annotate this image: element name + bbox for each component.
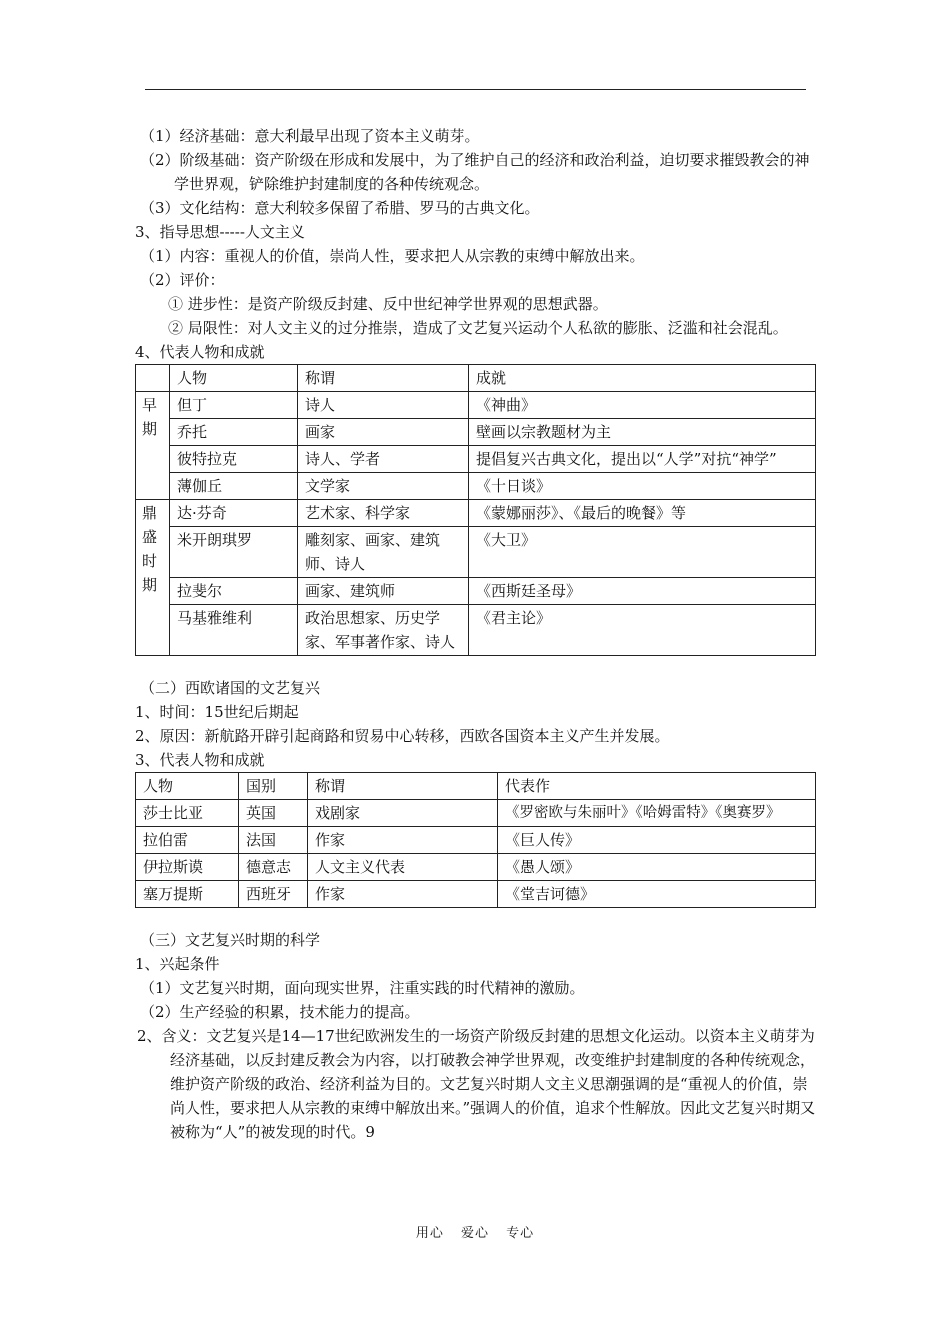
section-heading: 4、代表人物和成就 [135, 343, 265, 361]
paragraph: 1、兴起条件 [135, 955, 220, 973]
table-cell: 米开朗琪罗 [170, 527, 298, 578]
table-header-cell: 成就 [469, 365, 816, 392]
table-cell [136, 365, 170, 392]
paragraph: （2）生产经验的积累，技术能力的提高。 [140, 1003, 420, 1021]
table-cell: 壁画以宗教题材为主 [469, 419, 816, 446]
table-row [136, 605, 816, 656]
table-cell: 《君主论》 [469, 605, 816, 656]
paragraph: （2）评价： [140, 271, 225, 289]
section-heading: （二）西欧诸国的文艺复兴 [140, 679, 321, 697]
table-row [136, 419, 816, 446]
table-cell: 《巨人传》 [498, 827, 816, 854]
table-row [136, 446, 816, 473]
table-header-cell: 国别 [239, 773, 308, 800]
table-cell: 文学家 [298, 473, 469, 500]
table-cell: 《罗密欧与朱丽叶》《哈姆雷特》《奥赛罗》 [498, 800, 816, 827]
table-cell: 《十日谈》 [469, 473, 816, 500]
table-cell: 《愚人颂》 [498, 854, 816, 881]
table-row [136, 392, 816, 419]
table-cell: 《西斯廷圣母》 [469, 578, 816, 605]
paragraph: ② 局限性：对人文主义的过分推崇，造成了文艺复兴运动个人私欲的膨胀、泛滥和社会混乱。 [168, 319, 788, 337]
table-cell: 但丁 [170, 392, 298, 419]
table-cell: 法国 [239, 827, 308, 854]
page-footer [0, 1222, 950, 1241]
table-cell: 人文主义代表 [308, 854, 498, 881]
table-row [136, 527, 816, 578]
table-cell: 拉伯雷 [136, 827, 239, 854]
table-cell: 《神曲》 [469, 392, 816, 419]
paragraph: 3、代表人物和成就 [135, 751, 265, 769]
table-header-cell: 代表作 [498, 773, 816, 800]
table-cell: 作家 [308, 881, 498, 908]
spacer [135, 914, 820, 928]
table-cell: 雕刻家、画家、建筑师、诗人 [298, 527, 469, 578]
table-row [136, 827, 816, 854]
table-row [136, 854, 816, 881]
table-row [136, 881, 816, 908]
paragraph: （1）经济基础：意大利最早出现了资本主义萌芽。 [140, 127, 480, 145]
document-body [135, 124, 820, 1144]
paragraph: （1）内容：重视人的价值，崇尚人性，要求把人从宗教的束缚中解放出来。 [140, 247, 645, 265]
table-cell: 塞万提斯 [136, 881, 239, 908]
paragraph: 2、含义：文艺复兴是14—17世纪欧洲发生的一场资产阶级反封建的思想文化运动。以资本主义萌芽为经济基础，以反封建反教会为内容，以打破教会神学世界观，改变维护封建制度的各种传统观念，维护资产阶级的政治、经济利益为目的。文艺复兴时期人文主义思潮强调的是“重视人的价值，崇尚人性，要求把人从宗教的束缚中解放出来。”强调人的价值，追求个性解放。因此文艺复兴时期又被称为“人”的被发现的时代。9 [137, 1027, 816, 1141]
table-cell: 达·芬奇 [170, 500, 298, 527]
paragraph: （3）文化结构：意大利较多保留了希腊、罗马的古典文化。 [140, 199, 540, 217]
table-cell: 画家、建筑师 [298, 578, 469, 605]
table-cell: 乔托 [170, 419, 298, 446]
period-cell: 早期 [136, 392, 170, 500]
table-cell: 伊拉斯谟 [136, 854, 239, 881]
table-cell: 政治思想家、历史学家、军事著作家、诗人 [298, 605, 469, 656]
table-cell: 《蒙娜丽莎》、《最后的晚餐》等 [469, 500, 816, 527]
table-cell: 拉斐尔 [170, 578, 298, 605]
table-western-figures [135, 772, 816, 908]
table-cell: 薄伽丘 [170, 473, 298, 500]
table-cell: 莎士比亚 [136, 800, 239, 827]
table-row [136, 473, 816, 500]
footer-text: 用心 [415, 1226, 444, 1241]
table-cell: 《堂吉诃德》 [498, 881, 816, 908]
table-header-cell: 人物 [136, 773, 239, 800]
table-cell: 马基雅维利 [170, 605, 298, 656]
footer-text: 专心 [506, 1226, 535, 1241]
table-row [136, 800, 816, 827]
paragraph: ① 进步性：是资产阶级反封建、反中世纪神学世界观的思想武器。 [168, 295, 608, 313]
paragraph: 2、原因：新航路开辟引起商路和贸易中心转移，西欧各国资本主义产生并发展。 [135, 727, 670, 745]
paragraph: （1）文艺复兴时期，面向现实世界，注重实践的时代精神的激励。 [140, 979, 585, 997]
table-cell: 画家 [298, 419, 469, 446]
table-header-cell: 称谓 [308, 773, 498, 800]
section-heading: 3、指导思想-----人文主义 [135, 223, 305, 241]
table-header-cell: 人物 [170, 365, 298, 392]
table-cell: 英国 [239, 800, 308, 827]
table-header-row [136, 365, 816, 392]
table-row [136, 500, 816, 527]
section-heading: （三）文艺复兴时期的科学 [140, 931, 321, 949]
table-cell: 诗人 [298, 392, 469, 419]
table-cell: 提倡复兴古典文化，提出以“人学”对抗“神学” [469, 446, 816, 473]
period-cell: 鼎盛时期 [136, 500, 170, 656]
table-cell: 《大卫》 [469, 527, 816, 578]
table-cell: 艺术家、科学家 [298, 500, 469, 527]
table-cell: 彼特拉克 [170, 446, 298, 473]
table-italian-figures [135, 364, 816, 656]
spacer [135, 662, 820, 676]
table-header-cell: 称谓 [298, 365, 469, 392]
paragraph: （2）阶级基础：资产阶级在形成和发展中，为了维护自己的经济和政治利益，迫切要求摧毁教会的神学世界观，铲除维护封建制度的各种传统观念。 [140, 151, 810, 193]
table-cell: 德意志 [239, 854, 308, 881]
table-cell: 作家 [308, 827, 498, 854]
table-cell: 西班牙 [239, 881, 308, 908]
table-row [136, 578, 816, 605]
table-header-row [136, 773, 816, 800]
paragraph: 1、时间：15世纪后期起 [135, 703, 299, 721]
table-cell: 诗人、学者 [298, 446, 469, 473]
table-cell: 戏剧家 [308, 800, 498, 827]
header-rule [145, 89, 806, 90]
footer-text: 爱心 [460, 1226, 489, 1241]
